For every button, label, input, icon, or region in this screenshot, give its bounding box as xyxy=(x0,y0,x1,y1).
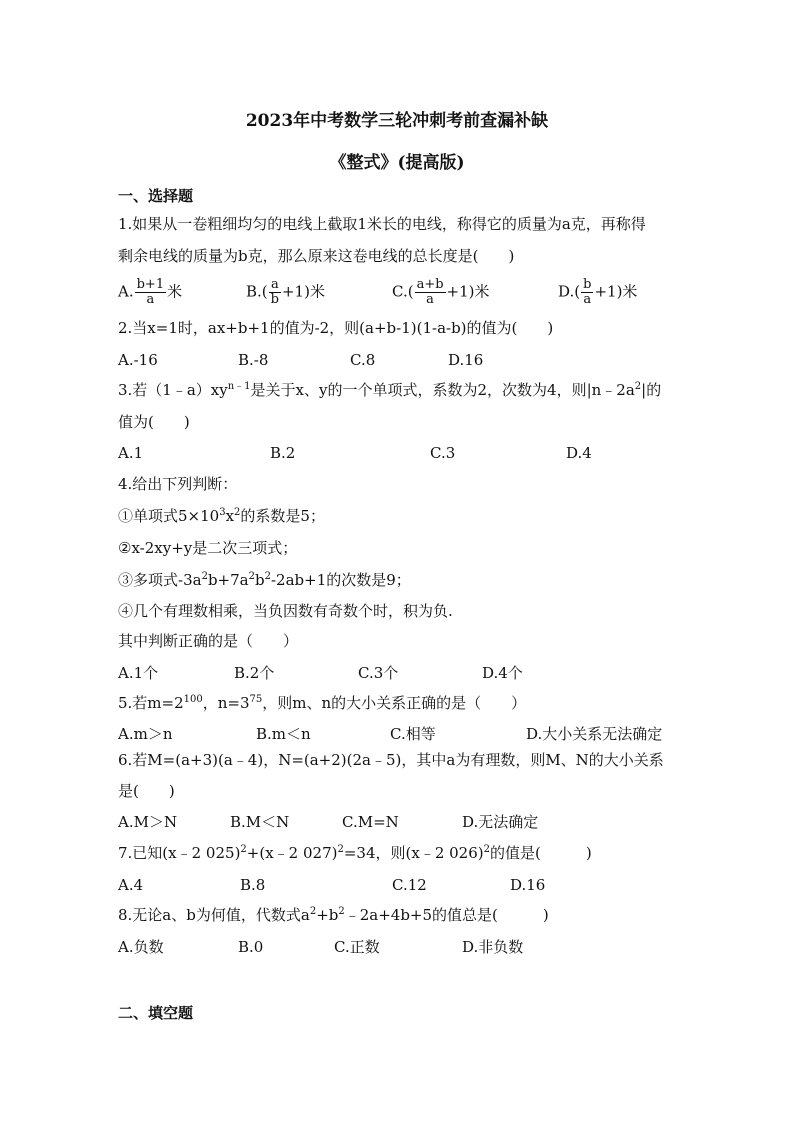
q2-option-c: C.8 xyxy=(350,351,376,369)
q4-exponent: 2 xyxy=(264,571,271,582)
q5-text: ，n=3 xyxy=(202,694,250,712)
q4-exponent: 2 xyxy=(201,571,208,582)
fraction xyxy=(135,278,167,307)
q2-option-d: D.16 xyxy=(448,351,484,369)
q4-exponent: 2 xyxy=(248,571,255,582)
q6-stem-line1: 6.若M=(a+3)(a﹣4)，N=(a+2)(2a﹣5)，其中a为有理数，则M、N的大小关系 xyxy=(118,751,664,769)
q8-option-a: A.负数 xyxy=(118,938,164,956)
q8-text: ﹣2a+4b+5的值总是( ) xyxy=(344,906,549,924)
q1-option-a-unit: 米 xyxy=(167,282,183,301)
q1-option-b xyxy=(246,278,325,307)
q1-option-d-tail: +1)米 xyxy=(594,282,638,301)
q7-text: +(x﹣2 027) xyxy=(246,844,338,862)
q4-text: -2ab+1的次数是9； xyxy=(270,571,411,589)
q7-text: =34，则(x﹣2 026) xyxy=(343,844,484,862)
q1-stem-line2: 剩余电线的质量为b克，那么原来这卷电线的总长度是( ) xyxy=(118,247,515,265)
q8-stem xyxy=(118,905,549,925)
q1-option-c-tail: +1)米 xyxy=(446,282,490,301)
section-heading-choice: 一、选择题 xyxy=(118,187,194,205)
fraction-denominator: a xyxy=(146,292,155,307)
q6-option-c: C.M=N xyxy=(342,813,399,831)
q1-option-a-label: A. xyxy=(118,282,134,301)
q7-exponent: 2 xyxy=(337,844,344,855)
q5-option-b: B.m＜n xyxy=(256,725,311,743)
q5-text: ，则m、n的大小关系正确的是（ ） xyxy=(262,694,527,712)
q5-stem xyxy=(118,693,526,713)
q8-option-d: D.非负数 xyxy=(462,938,524,956)
q4-text: ①单项式5×10 xyxy=(118,507,220,525)
q8-exponent: 2 xyxy=(309,906,317,917)
q2-option-b: B.-8 xyxy=(238,351,269,369)
q8-text: +b xyxy=(316,906,339,924)
q4-exponent: 3 xyxy=(219,507,226,518)
q2-option-a: A.-16 xyxy=(118,351,158,369)
q8-text: 8.无论a、b为何值，代数式a xyxy=(118,906,310,924)
fraction-denominator: a xyxy=(583,292,592,307)
document-title: 2023年中考数学三轮冲刺考前查漏补缺 xyxy=(245,111,549,131)
q5-option-d: D.大小关系无法确定 xyxy=(526,725,663,743)
q4-question: 其中判断正确的是（ ） xyxy=(118,632,299,650)
q1-option-b-label: B.( xyxy=(246,282,268,301)
fraction-numerator: b xyxy=(583,277,592,292)
q1-option-c xyxy=(392,278,490,307)
q7-text: 7.已知(x﹣2 025) xyxy=(118,844,241,862)
q4-text: 的系数是5； xyxy=(240,507,325,525)
q1-option-d-label: D.( xyxy=(558,282,581,301)
q1-option-c-label: C.( xyxy=(392,282,414,301)
q6-option-a: A.M＞N xyxy=(118,813,178,831)
fraction-denominator: a xyxy=(426,292,434,307)
q7-stem xyxy=(118,843,592,863)
q1-stem-line1: 1.如果从一卷粗细均匀的电线上截取1米长的电线，称得它的质量为a克，再称得 xyxy=(118,215,646,233)
q3-exponent: 2 xyxy=(634,381,642,392)
q4-exponent: 2 xyxy=(234,507,241,518)
q8-option-c: C.正数 xyxy=(334,938,380,956)
q3-text: 3.若（1﹣a）xy xyxy=(118,381,228,399)
q7-exponent: 2 xyxy=(483,844,490,855)
q4-statement-3 xyxy=(118,570,411,590)
q3-option-c: C.3 xyxy=(430,444,456,462)
q3-stem-line2: 值为( ) xyxy=(118,413,190,431)
q8-exponent: 2 xyxy=(338,906,345,917)
q5-exponent: 75 xyxy=(249,694,263,705)
fraction-numerator: a+b xyxy=(416,277,444,292)
q3-option-b: B.2 xyxy=(270,444,296,462)
q6-option-b: B.M＜N xyxy=(230,813,290,831)
q6-option-d: D.无法确定 xyxy=(462,813,539,831)
fraction-numerator: b+1 xyxy=(136,277,165,292)
q5-option-a: A.m＞n xyxy=(118,725,173,743)
q4-text: ③多项式-3a xyxy=(118,571,202,589)
q1-option-d xyxy=(558,278,637,307)
q7-option-a: A.4 xyxy=(118,876,144,894)
q5-text: 5.若m=2 xyxy=(118,694,184,712)
q7-option-d: D.16 xyxy=(510,876,546,894)
q4-text: b+7a xyxy=(207,571,249,589)
q8-option-b: B.0 xyxy=(238,938,264,956)
q4-option-d: D.4个 xyxy=(482,664,523,682)
fraction-numerator: a xyxy=(270,277,279,292)
q1-option-b-tail: +1)米 xyxy=(281,282,325,301)
q7-option-b: B.8 xyxy=(240,876,266,894)
fraction-denominator: b xyxy=(270,292,279,307)
q7-option-c: C.12 xyxy=(392,876,427,894)
q4-stem: 4.给出下列判断： xyxy=(118,475,238,493)
fraction xyxy=(269,278,281,307)
q7-exponent: 2 xyxy=(240,844,247,855)
q4-text: x xyxy=(225,507,235,525)
q7-text: 的值是( ) xyxy=(490,844,592,862)
q6-stem-line2: 是( ) xyxy=(118,782,175,800)
q2-stem: 2.当x=1时，ax+b+1的值为-2，则(a+b-1)(1-a-b)的值为( ) xyxy=(118,319,554,337)
q5-option-c: C.相等 xyxy=(390,725,436,743)
q5-exponent: 100 xyxy=(183,694,203,705)
fraction xyxy=(581,278,593,307)
q3-stem-line1 xyxy=(118,380,661,400)
q3-text: |的 xyxy=(641,381,662,399)
q3-exponent: n﹣1 xyxy=(227,381,251,392)
section-heading-fill-in: 二、填空题 xyxy=(118,1004,194,1022)
q3-option-a: A.1 xyxy=(118,444,144,462)
q1-option-a xyxy=(118,278,182,307)
q3-option-d: D.4 xyxy=(566,444,592,462)
q4-option-b: B.2个 xyxy=(234,664,275,682)
q4-option-a: A.1个 xyxy=(118,664,159,682)
q4-statement-2: ②x-2xy+y是二次三项式； xyxy=(118,539,298,557)
q4-statement-4: ④几个有理数相乘，当负因数有奇数个时，积为负. xyxy=(118,602,453,620)
q4-option-c: C.3个 xyxy=(358,664,399,682)
q3-text: 是关于x、y的一个单项式，系数为2，次数为4，则|n﹣2a xyxy=(250,381,635,399)
document-subtitle: 《整式》(提高版) xyxy=(329,153,465,173)
fraction xyxy=(415,278,446,307)
q4-text: b xyxy=(254,571,265,589)
q4-statement-1 xyxy=(118,506,325,526)
